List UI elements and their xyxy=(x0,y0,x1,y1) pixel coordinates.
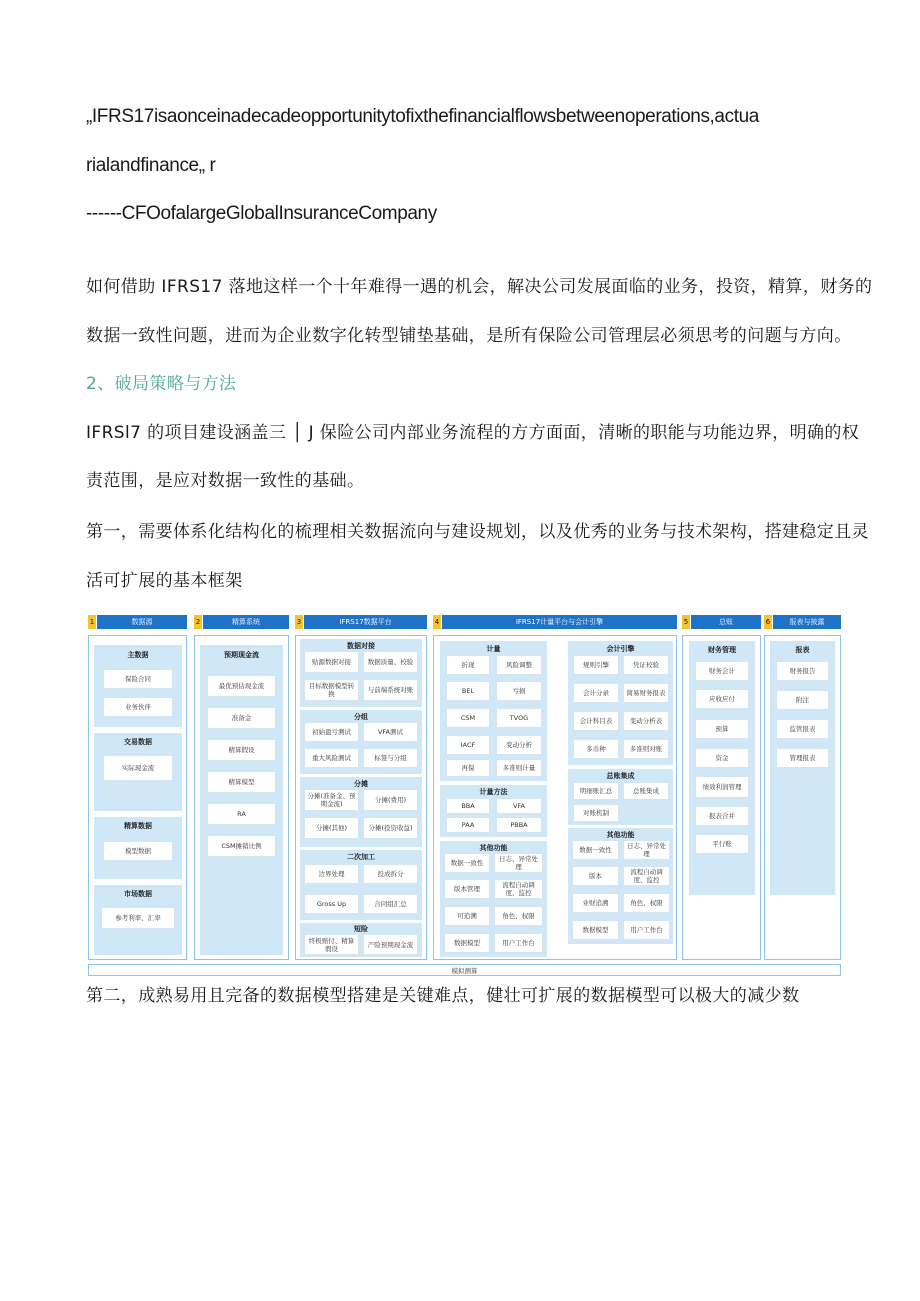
panel-master-data xyxy=(94,645,182,727)
box-item: 流程自动调度、监控 xyxy=(623,866,670,886)
box-item: IACF xyxy=(446,735,490,755)
box-item: 模型数据 xyxy=(103,841,173,861)
box-item: 流程自动调度、监控 xyxy=(494,879,543,899)
box-item: VFA xyxy=(496,798,542,814)
box-item: 管理报表 xyxy=(776,748,829,768)
panel-title: 其他功能 xyxy=(606,831,635,839)
paragraph-4-line-1: 第二，成熟易用且完备的数据模型搭建是关键难点，健壮可扩展的数据模型可以极大的减少数 xyxy=(86,986,800,1006)
box-item: 日志、异常处理 xyxy=(623,840,670,860)
paragraph-2-line-1: IFRSl7 的项目建设涵盖三 │ J 保险公司内部业务流程的方方面面，清晰的职能与功能边界，明确的权 xyxy=(86,423,860,443)
box-item: 多币种 xyxy=(573,739,619,759)
box-item: 投成拆分 xyxy=(363,864,418,884)
box-item: 变动分析表 xyxy=(623,711,669,731)
panel-title: 报表 xyxy=(795,646,810,654)
panel-data-connection xyxy=(300,639,422,707)
box-item: 报表合并 xyxy=(695,806,749,826)
box-item: 资金 xyxy=(695,748,749,768)
panel-allocation xyxy=(300,777,422,847)
box-item: 可追溯 xyxy=(444,906,490,926)
box-item: 数据质量、校验 xyxy=(363,651,418,673)
box-item: 分摊(准备金、预期金流) xyxy=(304,789,359,811)
box-item: 贴源数据对接 xyxy=(304,651,359,673)
quote-line-2: rialandfinance„ r xyxy=(86,155,216,176)
panel-other-functions-b xyxy=(568,828,673,944)
panel-title: 主数据 xyxy=(127,651,149,659)
col-2-header: 精算系统 xyxy=(203,615,289,629)
panel-title: 其他功能 xyxy=(479,844,508,852)
box-item: 财务会计 xyxy=(695,661,749,681)
box-item: 分摊(其他) xyxy=(304,817,359,839)
paragraph-3-line-2: 活可扩展的基本框架 xyxy=(86,571,243,591)
box-item: 业务伙伴 xyxy=(103,697,173,717)
box-item: 折现 xyxy=(446,655,490,675)
box-item: 会计分录 xyxy=(573,683,619,703)
box-item: 应收应付 xyxy=(695,689,749,709)
box-item: 规则引擎 xyxy=(573,655,619,675)
quote-attribution: ------CFOofalargeGlobalInsuranceCompany xyxy=(86,203,437,224)
box-item: 会计科目表 xyxy=(573,711,619,731)
box-item: 与前端系统对账 xyxy=(363,679,418,701)
box-item: 数据模型 xyxy=(444,933,490,953)
box-item: 多准则计量 xyxy=(496,759,542,777)
box-item: TVOG xyxy=(496,708,542,728)
box-item: 标签与分组 xyxy=(363,748,418,768)
box-item: 预算 xyxy=(695,719,749,739)
box-item: 参考利率、汇率 xyxy=(101,907,175,929)
panel-title: 短险 xyxy=(354,925,368,933)
col-5-header: 总账 xyxy=(691,615,761,629)
box-item: 分摊(投资收益) xyxy=(363,817,418,839)
box-item: 版本管理 xyxy=(444,879,490,899)
box-item: 业财追溯 xyxy=(572,893,619,913)
box-item: 对账机制 xyxy=(573,804,619,822)
section-heading-2: 2、破局策略与方法 xyxy=(86,374,237,394)
box-item: 最优预估现金流 xyxy=(207,675,276,697)
box-item: 平行账 xyxy=(695,834,749,854)
box-item: 保险合同 xyxy=(103,669,173,689)
box-item: 附注 xyxy=(776,690,829,710)
col-1-header: 数据源 xyxy=(97,615,187,629)
box-item: 监管报表 xyxy=(776,719,829,739)
panel-title: 二次加工 xyxy=(347,853,375,861)
box-item: 实际现金流 xyxy=(103,755,173,781)
simulation-bar: 模拟测算 xyxy=(88,964,841,976)
box-item: 分摊(费用) xyxy=(363,789,418,811)
panel-title: 市场数据 xyxy=(124,890,152,898)
box-item: 终极赔付、精算假设 xyxy=(304,934,359,955)
box-item: 多准则对账 xyxy=(623,739,669,759)
panel-title: 精算数据 xyxy=(124,822,152,830)
col-5-number: 5 xyxy=(682,615,690,629)
box-item: 角色、权限 xyxy=(494,906,543,926)
panel-grouping xyxy=(300,710,422,774)
box-item: PBBA xyxy=(496,817,542,833)
col-3-header: IFRS17数据平台 xyxy=(304,615,427,629)
box-item: BEL xyxy=(446,681,490,701)
box-item: 简易财务报表 xyxy=(623,683,669,703)
box-item: BBA xyxy=(446,798,490,814)
panel-title: 预期现金流 xyxy=(224,651,259,659)
col-4-number: 4 xyxy=(433,615,441,629)
box-item: 精算模型 xyxy=(207,771,276,793)
panel-transaction-data xyxy=(94,733,182,811)
box-item: 精算假设 xyxy=(207,739,276,761)
box-item: 风险调整 xyxy=(496,655,542,675)
panel-title: 会计引擎 xyxy=(606,645,635,653)
panel-title: 数据对接 xyxy=(347,642,375,650)
panel-actuarial-data xyxy=(94,817,182,879)
paragraph-1-line-1: 如何借助 IFRS17 落地这样一个十年难得一遇的机会，解决公司发展面临的业务，投资，精算，财务的 xyxy=(86,277,873,297)
box-item: 准备金 xyxy=(207,707,276,729)
box-item: 目标数据模型转换 xyxy=(304,679,359,701)
panel-short-term xyxy=(300,923,422,957)
panel-measurement-method xyxy=(440,785,547,837)
col-4-header: IFRS17计量平台与会计引擎 xyxy=(442,615,677,629)
box-item: CSM xyxy=(446,708,490,728)
box-item: PAA xyxy=(446,817,490,833)
box-item: RA xyxy=(207,803,276,825)
box-item: 亏损 xyxy=(496,681,542,701)
panel-accounting-engine xyxy=(568,641,673,765)
col-3-number: 3 xyxy=(295,615,303,629)
panel-secondary-processing xyxy=(300,850,422,920)
panel-title: 分组 xyxy=(354,713,368,721)
box-item: 数据一致性 xyxy=(572,840,619,860)
box-item: 变动分析 xyxy=(496,735,542,755)
box-item: 数据模型 xyxy=(572,920,619,940)
box-item: 数据一致性 xyxy=(444,853,490,873)
box-item: 绩效利润管理 xyxy=(695,776,749,798)
box-item: 总账集成 xyxy=(623,782,669,800)
col-6-header: 报表与披露 xyxy=(773,615,841,629)
box-item: 用户工作台 xyxy=(494,933,543,953)
panel-reports xyxy=(770,641,835,895)
panel-expected-cashflow xyxy=(200,645,283,955)
box-item: 用户工作台 xyxy=(623,920,670,940)
panel-market-data xyxy=(94,885,182,955)
col-6-number: 6 xyxy=(764,615,772,629)
box-item: 明细账汇总 xyxy=(573,782,619,800)
box-item: 再保 xyxy=(446,759,490,777)
box-item: 合同组汇总 xyxy=(363,894,418,914)
quote-line-1: „IFRS17isaonceinadecadeopportunitytofixthefinancialflowsbetweenoperations,actua xyxy=(86,106,759,127)
box-item: 重大风险测试 xyxy=(304,748,359,768)
panel-other-functions-a xyxy=(440,841,547,957)
box-item: CSM摊销比例 xyxy=(207,835,276,857)
panel-financial-management xyxy=(689,641,755,895)
box-item: Gross Up xyxy=(304,894,359,914)
box-item: VFA测试 xyxy=(363,722,418,742)
col-2-number: 2 xyxy=(194,615,202,629)
panel-title: 计量方法 xyxy=(479,788,508,796)
box-item: 初始盈亏测试 xyxy=(304,722,359,742)
box-item: 凭证校验 xyxy=(623,655,669,675)
paragraph-3-line-1: 第一，需要体系化结构化的梳理相关数据流向与建设规划，以及优秀的业务与技术架构，搭建稳定且灵 xyxy=(86,522,869,542)
box-item: 产险预期现金流 xyxy=(363,934,418,955)
panel-title: 交易数据 xyxy=(124,738,152,746)
box-item: 角色、权限 xyxy=(623,893,670,913)
panel-gl-integration xyxy=(568,769,673,825)
box-item: 日志、异常处理 xyxy=(494,853,543,873)
panel-title: 分摊 xyxy=(354,780,368,788)
panel-title: 财务管理 xyxy=(708,646,736,654)
panel-measurement xyxy=(440,641,547,781)
panel-title: 计量 xyxy=(486,645,501,653)
paragraph-2-line-2: 责范围，是应对数据一致性的基础。 xyxy=(86,471,365,491)
col-1-number: 1 xyxy=(88,615,96,629)
box-item: 财务报告 xyxy=(776,661,829,681)
paragraph-1-line-2: 数据一致性问题，进而为企业数字化转型铺垫基础，是所有保险公司管理层必须思考的问题与方向。 xyxy=(86,326,852,346)
box-item: 版本 xyxy=(572,866,619,886)
architecture-diagram xyxy=(88,615,841,977)
box-item: 边界处理 xyxy=(304,864,359,884)
panel-title: 总账集成 xyxy=(606,772,635,780)
